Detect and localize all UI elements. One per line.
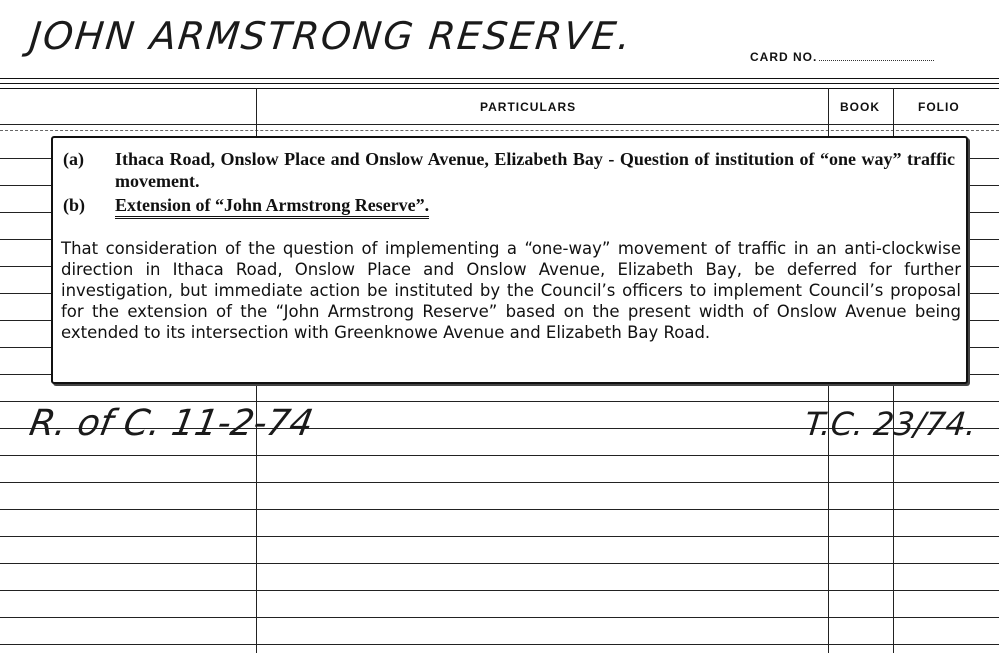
entry-item-b [63,194,429,216]
item-a-label: (a) [63,149,84,169]
header-rule-top [0,78,999,79]
row-line [0,644,999,645]
entry-item-a [63,148,958,192]
column-header-particulars: PARTICULARS [480,100,577,114]
card-title: JOHN ARMSTRONG RESERVE. [27,14,635,58]
header-rule-top-3 [0,88,999,89]
row-line [0,401,999,402]
card-number-label: CARD NO. [750,50,818,64]
row-line [0,536,999,537]
handwritten-reference-date: R. of C. 11-2-74 [26,403,317,444]
item-b-label: (b) [63,195,85,215]
row-line [0,563,999,564]
column-header-folio: FOLIO [918,100,960,114]
row-line [0,617,999,618]
item-a-text: Ithaca Road, Onslow Place and Onslow Avenue, Elizabeth Bay - Question of institution of “one way” traffic movement. [115,149,955,191]
pasted-entry-slip [51,136,968,384]
header-rule-top-2 [0,83,999,84]
item-b-text: Extension of “John Armstrong Reserve”. [115,195,429,219]
card-number-field [750,50,934,64]
column-header-book: BOOK [840,100,880,114]
handwritten-tc-reference: T.C. 23/74. [803,405,978,443]
row-line [0,455,999,456]
row-line [0,482,999,483]
row-line [0,509,999,510]
card-number-blank [819,50,934,61]
column-header-rule [0,124,999,125]
row-line [0,590,999,591]
column-header-rule-2 [0,130,999,131]
resolution-text: That consideration of the question of implementing a “one-way” movement of traffic in an anti-clockwise direction in Ithaca Road, Onslow Place and Onslow Avenue, Elizabeth Bay, be deferred for further investigation, but immediate action be instituted by the Council’s officers to implement Council’s proposal for the extension of the “John Armstrong Reserve” based on the present width of Onslow Avenue being extended to its intersection with Greenknowe Avenue and Elizabeth Bay Road. [61,239,961,342]
